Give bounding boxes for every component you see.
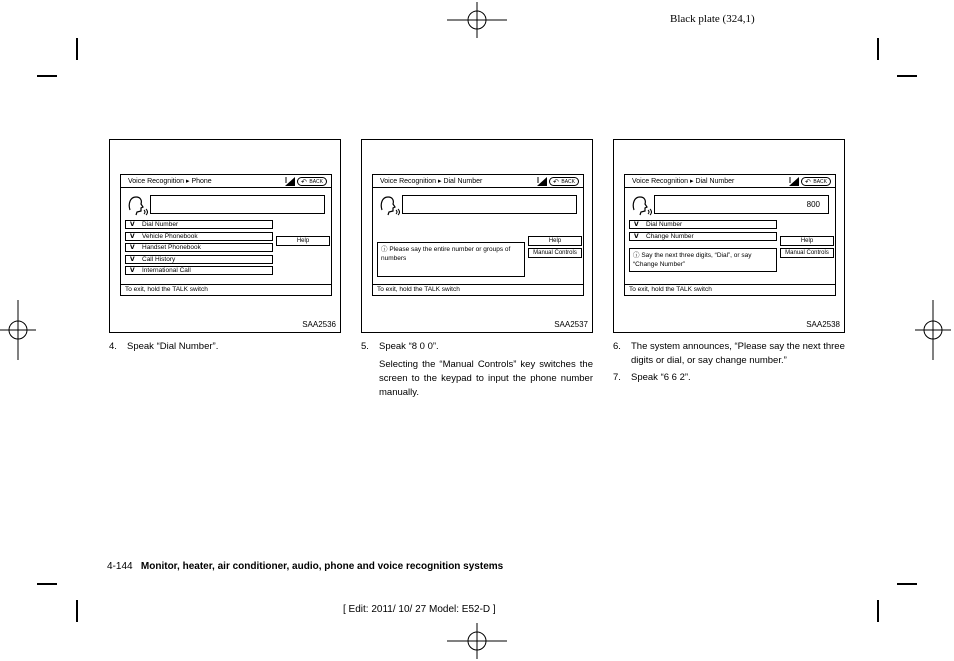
help-button[interactable]: Help: [780, 236, 834, 246]
crop-mark: [877, 600, 879, 622]
voice-face-icon: [630, 194, 652, 216]
voice-icon: 𝗩: [130, 222, 135, 228]
menu-item-handset-phonebook[interactable]: 𝗩 Handset Phonebook: [125, 243, 273, 252]
voice-icon: 𝗩: [130, 233, 135, 240]
step-6-7: [613, 340, 845, 385]
step-number: 5.: [361, 341, 369, 352]
figure-code: SAA2538: [806, 320, 840, 329]
manual-controls-button[interactable]: Manual Controls: [780, 248, 834, 258]
info-message: ⓘ Please say the entire number or groups of numbers: [377, 242, 525, 277]
help-button[interactable]: Help: [528, 236, 582, 246]
number-display: [150, 195, 325, 214]
voice-icon: 𝗩: [130, 256, 135, 263]
info-icon: ⓘ: [633, 252, 640, 259]
step-number: 4.: [109, 341, 117, 352]
help-button[interactable]: Help: [276, 236, 330, 246]
status-bar: To exit, hold the TALK switch: [121, 284, 331, 295]
step-5: [361, 340, 593, 400]
illustration-panel-1: [109, 139, 341, 333]
illustration-panel-2: [361, 139, 593, 333]
step-4: [109, 340, 339, 354]
crop-mark: [37, 75, 57, 77]
page-footer: [107, 561, 503, 572]
screen-title: Voice Recognition ▸ Phone: [121, 175, 331, 188]
page-number: 4-144: [107, 561, 133, 572]
edit-info: [ Edit: 2011/ 10/ 27 Model: E52-D ]: [343, 604, 496, 615]
crop-mark: [37, 583, 57, 585]
step-text: Speak “Dial Number”.: [127, 341, 219, 352]
section-title: Monitor, heater, air conditioner, audio, phone and voice recognition systems: [140, 561, 504, 572]
back-button[interactable]: ↶ BACK: [549, 177, 579, 186]
number-display: [402, 195, 577, 214]
voice-icon: 𝗩: [130, 268, 135, 274]
back-arrow-icon: ↶: [301, 178, 307, 186]
signal-icon: [285, 177, 295, 186]
back-arrow-icon: ↶: [553, 178, 559, 186]
step-note: Selecting the “Manual Controls” key switches the screen to the keypad to input the phone number manually.: [379, 359, 593, 398]
crop-mark: [897, 583, 917, 585]
screen-dial-number: [372, 174, 584, 296]
registration-mark: [447, 2, 507, 38]
voice-icon: 𝗩: [634, 233, 639, 240]
crop-mark: [877, 38, 879, 60]
manual-controls-button[interactable]: Manual Controls: [528, 248, 582, 258]
plate-label: Black plate (324,1): [670, 13, 755, 25]
menu-item-dial-number[interactable]: 𝗩 Dial Number: [629, 220, 777, 229]
voice-icon: 𝗩: [634, 222, 639, 228]
step-number: 7.: [613, 372, 621, 383]
menu-item-dial-number[interactable]: 𝗩 Dial Number: [125, 220, 273, 229]
info-icon: ⓘ: [381, 246, 388, 253]
status-bar: To exit, hold the TALK switch: [373, 284, 583, 295]
voice-icon: 𝗩: [130, 245, 135, 251]
menu-item-change-number[interactable]: 𝗩 Change Number: [629, 232, 777, 241]
signal-icon: [537, 177, 547, 186]
registration-mark: [0, 300, 36, 360]
step-text: The system announces, “Please say the next three digits or dial, or say change number.”: [631, 341, 845, 366]
figure-code: SAA2536: [302, 320, 336, 329]
signal-icon: [789, 177, 799, 186]
menu-item-vehicle-phonebook[interactable]: 𝗩 Vehicle Phonebook: [125, 232, 273, 241]
back-arrow-icon: ↶: [805, 178, 811, 186]
step-text: Speak “8 0 0”.: [379, 341, 439, 352]
step-text: Speak “6 6 2”.: [631, 372, 691, 383]
menu-item-international-call[interactable]: 𝗩 International Call: [125, 266, 273, 275]
registration-mark: [915, 300, 951, 360]
status-bar: To exit, hold the TALK switch: [625, 284, 835, 295]
registration-mark: [447, 623, 507, 659]
crop-mark: [76, 38, 78, 60]
figure-code: SAA2537: [554, 320, 588, 329]
voice-face-icon: [378, 194, 400, 216]
number-display: 800: [654, 195, 829, 214]
step-number: 6.: [613, 341, 621, 352]
crop-mark: [897, 75, 917, 77]
voice-face-icon: [126, 194, 148, 216]
screen-title: Voice Recognition ▸ Dial Number: [373, 175, 583, 188]
screen-title: Voice Recognition ▸ Dial Number: [625, 175, 835, 188]
back-button[interactable]: ↶ BACK: [801, 177, 831, 186]
screen-phone: [120, 174, 332, 296]
crop-mark: [76, 600, 78, 622]
menu-item-call-history[interactable]: 𝗩 Call History: [125, 255, 273, 264]
info-message: ⓘ Say the next three digits, “Dial”, or say “Change Number”: [629, 248, 777, 272]
screen-dial-number-entered: [624, 174, 836, 296]
back-button[interactable]: ↶ BACK: [297, 177, 327, 186]
illustration-panel-3: [613, 139, 845, 333]
